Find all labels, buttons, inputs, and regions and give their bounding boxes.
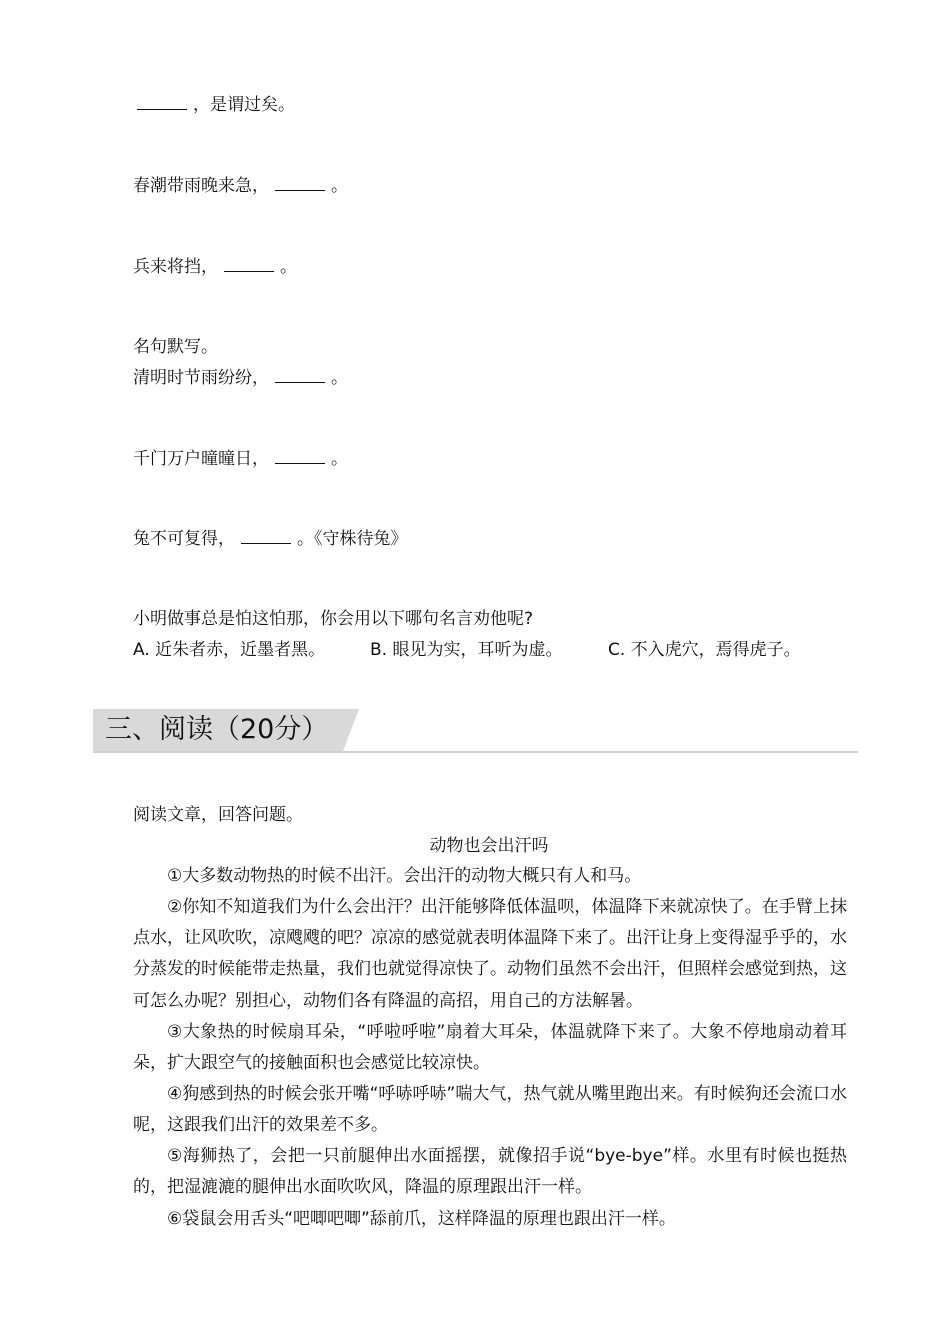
article-paragraph-3: ③大象热的时候扇耳朵，“呼啦呼啦”扇着大耳朵，体温就降下来了。大象不停地扇动着耳朵，扩大跟空气的接触面积也会感觉比较凉快。 [133, 1022, 847, 1074]
answer-blank[interactable] [241, 529, 291, 544]
famous-heading: 名句默写。 [133, 337, 218, 357]
fill-question-1 [137, 94, 295, 116]
choice-question: 小明做事总是怕这怕那，你会用以下哪句名言劝他呢? [133, 609, 534, 629]
answer-blank[interactable] [275, 176, 325, 191]
section-title: 三、阅读（20分） [105, 714, 329, 745]
choice-option-c[interactable]: C. 不入虎穴，焉得虎子。 [608, 640, 801, 660]
choice-option-b[interactable]: B. 眼见为实，耳听为虚。 [370, 640, 563, 660]
article-paragraph-2: ②你知不知道我们为什么会出汗？出汗能够降低体温呗，体温降下来就凉快了。在手臂上抹点水，让风吹吹，凉飕飕的吧？凉凉的感觉就表明体温降下来了。出汗让身上变得湿乎乎的，水分蒸发的时候能带走热量，我们也就觉得凉快了。动物们虽然不会出汗，但照样会感觉到热，这可怎么办呢？别担心，动物们各有降温的高招，用自己的方法解暑。 [133, 897, 847, 1011]
fill-suffix: 。 [280, 257, 297, 277]
fill-question-2 [133, 175, 348, 197]
fill-suffix: 。 [331, 368, 348, 388]
article-paragraph-4: ④狗感到热的时候会张开嘴“呼哧呼哧”喘大气，热气就从嘴里跑出来。有时候狗还会流口水呢，这跟我们出汗的效果差不多。 [133, 1084, 847, 1136]
fill-question-3 [133, 256, 297, 278]
famous-question-3 [133, 528, 408, 550]
article-paragraph-5: ⑤海狮热了，会把一只前腿伸出水面摇摆，就像招手说“bye-bye”样。水里有时候也挺热的，把湿漉漉的腿伸出水面吹吹风，降温的原理跟出汗一样。 [133, 1146, 847, 1198]
article-paragraph-6: ⑥袋鼠会用舌头“吧唧吧唧”舔前爪，这样降温的原理也跟出汗一样。 [167, 1209, 676, 1229]
section-header [93, 709, 858, 753]
choice-options [133, 639, 801, 661]
famous-question-1 [133, 367, 348, 389]
article-title: 动物也会出汗吗 [429, 836, 549, 856]
answer-blank[interactable] [275, 368, 325, 383]
section-divider [93, 751, 858, 753]
fill-prefix: 千门万户曈曈日， [133, 449, 269, 469]
fill-suffix: 。《守株待兔》 [297, 529, 408, 549]
famous-question-2 [133, 448, 348, 470]
answer-blank[interactable] [224, 257, 274, 272]
fill-prefix: 清明时节雨纷纷， [133, 368, 269, 388]
fill-prefix: 兔不可复得， [133, 529, 235, 549]
reading-instruction: 阅读文章，回答问题。 [133, 805, 303, 825]
fill-suffix: ，是谓过矣。 [193, 95, 295, 115]
fill-prefix: 春潮带雨晚来急， [133, 176, 269, 196]
fill-prefix: 兵来将挡， [133, 257, 218, 277]
answer-blank[interactable] [137, 95, 187, 110]
fill-suffix: 。 [331, 449, 348, 469]
article-paragraph-1: ①大多数动物热的时候不出汗。会出汗的动物大概只有人和马。 [167, 866, 642, 886]
choice-option-a[interactable]: A. 近朱者赤，近墨者黑。 [133, 640, 326, 660]
fill-suffix: 。 [331, 176, 348, 196]
answer-blank[interactable] [275, 449, 325, 464]
